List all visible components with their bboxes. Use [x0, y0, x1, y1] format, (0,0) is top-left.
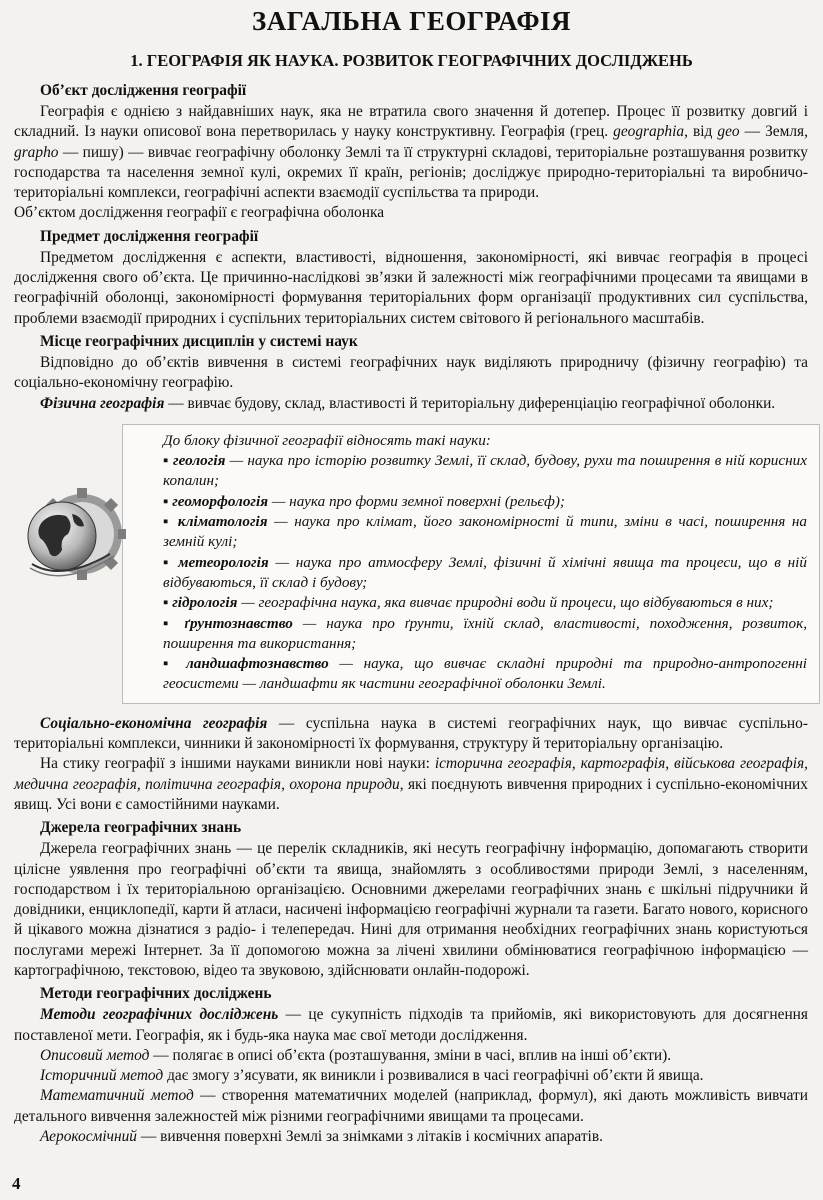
box-item-text: — наука про ґрунти, їхній склад, властивості, походження, розвиток, поширення та використання; — [163, 614, 807, 652]
text-run: — Земля, — [739, 123, 808, 141]
paragraph-new-sciences — [14, 754, 808, 815]
term-socioeconomic-geography: Соціально-економічна географія — [40, 714, 268, 732]
bullet-icon: ▪ — [163, 492, 169, 510]
paragraph-object-summary: Об’єктом дослідження географії є географічна оболонка — [14, 204, 385, 222]
page-title: ЗАГАЛЬНА ГЕОГРАФІЯ — [251, 6, 572, 36]
bullet-icon: ▪ — [163, 452, 169, 470]
term-descriptive-method: Описовий метод — [40, 1046, 150, 1064]
paragraph-method-mathematical — [14, 1086, 808, 1127]
box-item — [163, 553, 807, 594]
text-run: — створення математичних моделей (наприклад, формул), які дають можливість вивчати детального вивчення залежностей між різними географічними явищами та процесами. — [14, 1087, 808, 1125]
text-run: Географія є однією з найдавніших наук, яка не втратила свого значення й дотепер. Процес її розвитку довгий і складний. Із науки описової вона перетворилась у науку конструктивну. Географія (грец. — [14, 103, 808, 141]
box-item-text: — географічна наука, яка вивчає природні води й процеси, що відбуваються в них; — [237, 594, 774, 612]
box-item-text: — наука про клімат, його закономірності й типи, зміни в часі, поширення на земній кулі; — [163, 513, 808, 551]
globe-gear-illustration — [22, 484, 126, 592]
bullet-icon: ▪ — [163, 655, 176, 673]
box-item-text: — наука, що вивчає складні природні та природно-антропогенні геосистеми — ландшафти як частини географічної оболонки Землі. — [163, 655, 807, 693]
term-methods: Методи географічних досліджень — [40, 1006, 279, 1024]
box-intro: До блоку фізичної географії відносять такі науки: — [163, 431, 491, 449]
section-heading-sources: Джерела географічних знань — [40, 819, 242, 837]
paragraph-method-descriptive — [14, 1046, 808, 1066]
paragraph-physical-geography — [14, 394, 808, 414]
paragraph-object — [14, 102, 808, 203]
paragraph-socioeconomic — [14, 714, 808, 755]
paragraph-subject: Предметом дослідження є аспекти, властивості, відношення, закономірності, які вивчає географія в процесі дослідження свого об’єкта. Це причинно-наслідкові зв’язки й залежності між географічними процесами та явищами в географічній оболонці, закономірності формування територіальних форм організації продуктивних сил суспільства, проблеми взаємодії природних і суспільних територіальних систем світового й регіонального масштабів. — [14, 248, 808, 327]
paragraph-sources: Джерела географічних знань — це перелік складників, які несуть географічну інформацію, допомагають створити цілісне уявлення про географічні об’єкти та явища, знайомлять з особливостями природи Землі, з населенням, господарством і їх територіальною організацією. Основними джерелами географічних знань є шкільні підручники й довідники, енциклопедії, карти й атласи, насичені інформацією географічні журнали та газети. Багато нового, корисного й цікавого можна дізнатися з радіо- і телепередач. Нині для отримання необхідних географічних знань користуються послугами мережі Інтернет. За її допомогою можна за лічені хвилини обмінюватися географічною інформацією — картографічною, текстовою, відео та звуковою, здійснювати онлайн-подорожі. — [14, 840, 808, 979]
section-heading-object: Об’єкт дослідження географії — [40, 82, 247, 99]
term-geo: geo — [717, 123, 740, 141]
page-number: 4 — [12, 1174, 21, 1193]
box-item-text: — наука про історію розвитку Землі, її склад, будову, рухи та поширення в ній корисних копалин; — [163, 452, 807, 490]
term-geographia: geographia — [613, 123, 685, 141]
box-item-text: — наука про форми земної поверхні (рельєф); — [268, 492, 565, 510]
paragraph-method-aerospace — [14, 1127, 808, 1147]
term-physical-geography: Фізична географія — [40, 394, 165, 412]
main-content — [14, 78, 808, 1147]
box-item-term: гідрологія — [172, 594, 238, 612]
box-item-term: геоморфологія — [172, 492, 269, 510]
physical-geography-box — [122, 424, 820, 704]
section-heading-subject: Предмет дослідження географії — [40, 227, 259, 245]
term-aerospace-method: Аерокосмічний — [40, 1128, 137, 1146]
text-run: — це сукупність підходів та прийомів, які використовують для досягнення поставленої мети. Географія, як і будь-яка наука має свої методи дослідження. — [14, 1006, 809, 1044]
paragraph-method-historical — [14, 1066, 808, 1086]
box-item-term: метеорологія — [178, 553, 269, 571]
paragraph-methods — [14, 1005, 808, 1046]
term-mathematical-method: Математичний метод — [40, 1087, 194, 1105]
bullet-icon: ▪ — [163, 513, 172, 531]
text-run: — суспільна наука в системі географічних наук, що вивчає суспільно-територіальні комплекси, чинники й закономірності їх формування, структуру й територіальну організацію. — [14, 714, 808, 753]
box-item — [163, 593, 807, 613]
box-item — [163, 512, 807, 553]
term-grapho: grapho — [14, 143, 59, 161]
globe-icon — [22, 484, 126, 592]
text-run: , які поєднують вивчення природних і суспільно-економічних явищ. Усі вони є самостійними науками. — [14, 775, 808, 813]
box-item-term: геологія — [173, 452, 226, 470]
chapter-heading: 1. ГЕОГРАФІЯ ЯК НАУКА. РОЗВИТОК ГЕОГРАФІЧНИХ ДОСЛІДЖЕНЬ — [130, 51, 693, 70]
text-run: — вивчення поверхні Землі за знімками з літаків і космічних апаратів. — [137, 1128, 603, 1146]
box-item-term: кліматологія — [177, 513, 268, 531]
box-item — [163, 614, 807, 655]
text-run: — пишу) — вивчає географічну оболонку Землі та її структурні складові, територіальне розташування розвитку господарства та населення земної кулі, окремих її країн, регіонів; досліджує природно-територіальні та виробничо-територіальні комплекси, географічні аспекти взаємодії суспільства та природи. — [14, 143, 808, 202]
text-run: На стику географії з іншими науками виникли нові науки: — [40, 755, 435, 773]
box-item — [163, 492, 807, 512]
bullet-icon: ▪ — [163, 553, 172, 571]
section-heading-disciplines: Місце географічних дисциплін у системі наук — [40, 332, 358, 350]
bullet-icon: ▪ — [163, 614, 175, 632]
text-run: дає змогу з’ясувати, як виникли і розвивалися в часі географічні об’єкти й явища. — [163, 1067, 704, 1085]
term-historical-method: Історичний метод — [40, 1067, 164, 1085]
box-item-term: ґрунтознавство — [184, 614, 293, 632]
section-heading-methods: Методи географічних досліджень — [40, 985, 272, 1003]
text-run: — полягає в описі об’єкта (розташування, зміни в часі, вплив на інші об’єкти). — [149, 1046, 672, 1064]
box-item — [163, 451, 807, 492]
text-run: , від — [684, 123, 718, 141]
box-item-term: ландшафтознавство — [185, 655, 329, 673]
box-item-text: — наука про атмосферу Землі, фізичні й хімічні явища та процеси, що в ній відбуваються, її склад і будову; — [163, 553, 807, 591]
box-item — [163, 654, 807, 695]
text-run: — вивчає будову, склад, властивості й територіальну диференціацію географічної оболонки. — [164, 394, 776, 412]
paragraph-disciplines: Відповідно до об’єктів вивчення в системі географічних наук виділяють природничу (фізичну географію) та соціально-економічну географію. — [14, 353, 808, 392]
bullet-icon: ▪ — [163, 594, 169, 612]
new-sciences-list: історична географія, картографія, військова географія, медична географія, політична географія, охорона природи — [14, 755, 808, 793]
